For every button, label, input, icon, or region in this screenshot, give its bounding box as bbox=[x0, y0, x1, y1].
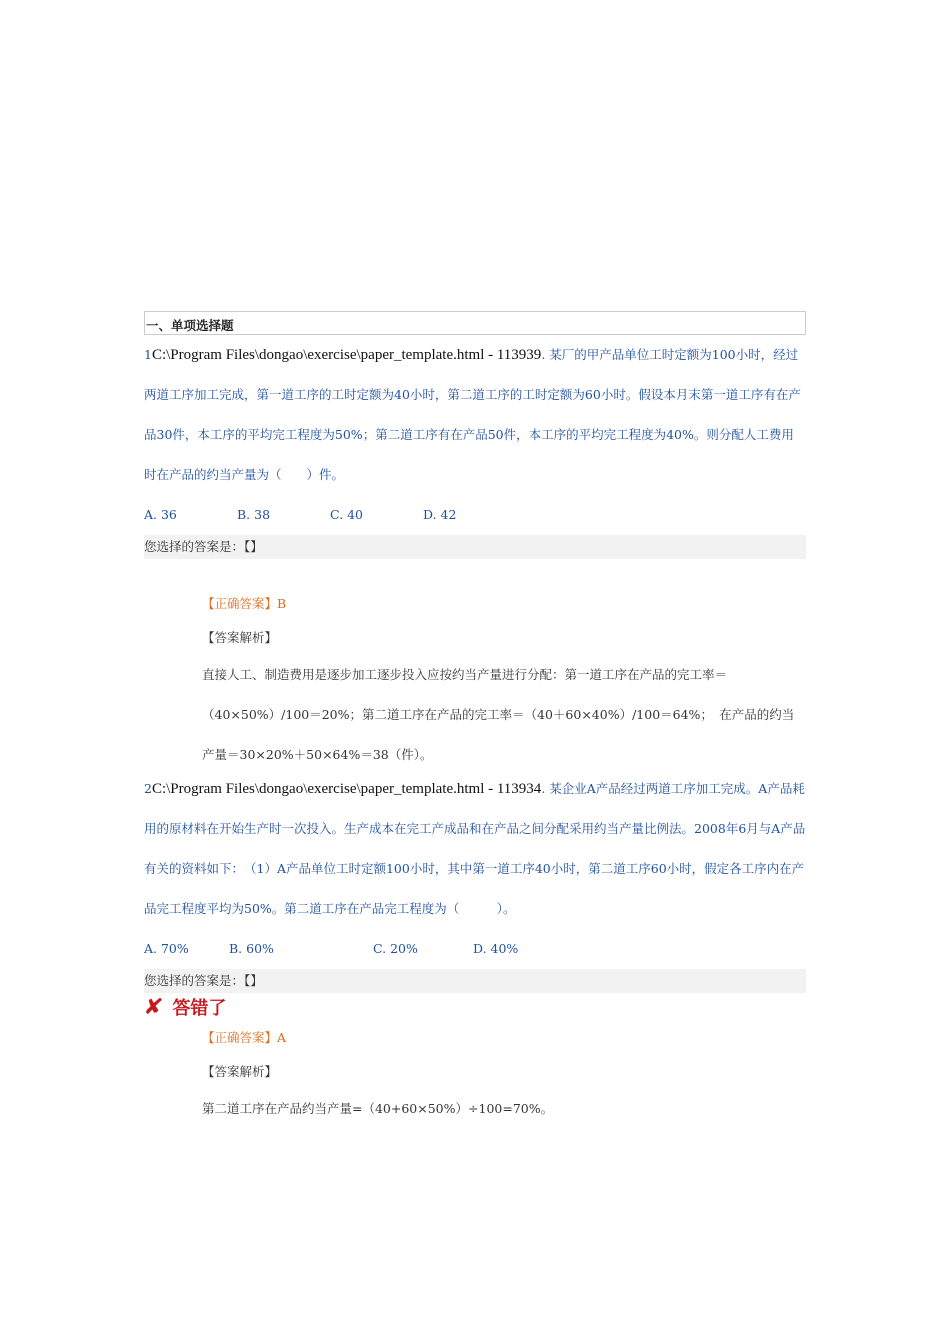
option-a[interactable]: A. 70% bbox=[144, 941, 189, 956]
question-2-text bbox=[144, 769, 806, 929]
question-1-path: C:\Program Files\dongao\exercise\paper_template.html - 113939 bbox=[151, 347, 542, 363]
option-c[interactable]: C. 20% bbox=[373, 941, 418, 956]
answer-block-1 bbox=[144, 587, 806, 775]
your-answer-2: 您选择的答案是：【】 bbox=[144, 969, 806, 993]
question-2-options bbox=[144, 929, 806, 969]
question-1-text bbox=[144, 335, 806, 495]
question-1-options bbox=[144, 495, 806, 535]
cross-icon: ✘ bbox=[142, 994, 165, 1020]
analysis-title-2: 【答案解析】 bbox=[202, 1064, 278, 1079]
analysis-text-1: 直接人工、制造费用是逐步加工逐步投入应按约当产量进行分配：第一道工序在产品的完工率＝（40×50%）/100＝20%；第二道工序在产品的完工率＝（40＋60×40%）/100＝64%； 在产品的约当产量＝30×20%＋50×64%＝38（件）。 bbox=[202, 667, 795, 762]
question-2-path: C:\Program Files\dongao\exercise\paper_template.html - 113934 bbox=[151, 781, 542, 797]
question-1 bbox=[144, 335, 806, 775]
answer-block-2 bbox=[144, 1021, 806, 1129]
correct-answer-2: 【正确答案】A bbox=[202, 1030, 287, 1045]
question-1-number: 1 bbox=[144, 347, 152, 362]
option-a[interactable]: A. 36 bbox=[144, 507, 177, 522]
analysis-text-2: 第二道工序在产品约当产量=（40+60×50%）÷100=70%。 bbox=[202, 1101, 554, 1116]
exercise-page bbox=[144, 311, 806, 1129]
option-d[interactable]: D. 40% bbox=[473, 941, 519, 956]
question-2-body: . 某企业A产品经过两道工序加工完成。A产品耗用的原材料在开始生产时一次投入。生产成本在完工产成品和在产品之间分配采用约当产量比例法。2008年6月与A产品有关的资料如下： （1）A产品单位工时定额100小时，其中第一道工序40小时，第二道工序60小时，假定各工序内在产品完工程度平均为50%。第二道工序在产品完工程度为（ ）。 bbox=[144, 781, 806, 916]
wrong-answer-badge bbox=[144, 993, 806, 1021]
question-1-body: . 某厂的甲产品单位工时定额为100小时，经过两道工序加工完成，第一道工序的工时定额为40小时，第二道工序的工时定额为60小时。假设本月末第一道工序有在产品30件，本工序的平均完工程度为50%；第二道工序有在产品50件，本工序的平均完工程度为40%。则分配人工费用时在产品的约当产量为（ ）件。 bbox=[144, 347, 801, 482]
option-c[interactable]: C. 40 bbox=[330, 507, 363, 522]
option-d[interactable]: D. 42 bbox=[423, 507, 457, 522]
option-b[interactable]: B. 38 bbox=[237, 507, 271, 522]
correct-answer-1: 【正确答案】B bbox=[202, 596, 287, 611]
analysis-title-1: 【答案解析】 bbox=[202, 630, 278, 645]
wrong-answer-label: 答错了 bbox=[172, 998, 227, 1019]
option-b[interactable]: B. 60% bbox=[229, 941, 274, 956]
section-title: 一、单项选择题 bbox=[144, 311, 806, 335]
question-2-number: 2 bbox=[144, 781, 152, 796]
question-2 bbox=[144, 769, 806, 1129]
your-answer-1: 您选择的答案是：【】 bbox=[144, 535, 806, 559]
